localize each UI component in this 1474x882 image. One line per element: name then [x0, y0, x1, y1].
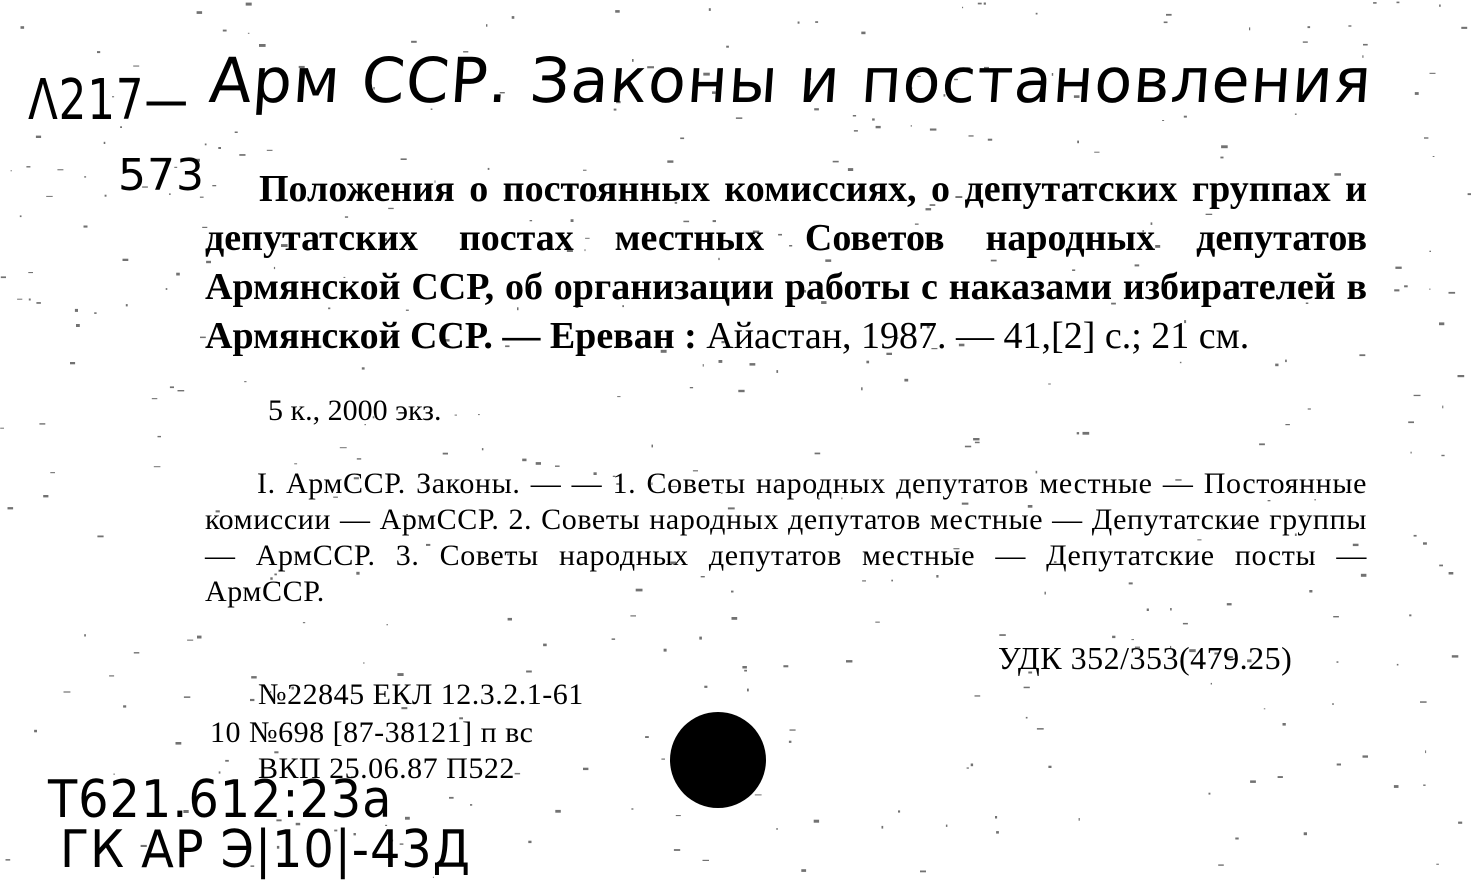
tech-line-2: 10 №698 [87-38121] п вс: [210, 716, 534, 749]
title-text: Положения о постоянных комиссиях, о депутатских группах и депутатских постах местных Советов народных депутатов Армянской ССР, об организации работы с наказами избирателей в Армянской ССР. — Ереван :: [205, 168, 1367, 357]
handwritten-shelf-mark-2: ГК АР Э|10|-43Д: [60, 820, 471, 880]
handwritten-heading: Арм ССР. Законы и постановления: [206, 44, 1375, 117]
subject-text: I. АрмССР. Законы. — — 1. Советы народных депутатов местные — Постоянные комиссии — АрмССР. 2. Советы народных депутатов местные — Депутатские группы — АрмССР. 3. Советы народных депутатов местные — Депутатские посты — АрмССР.: [205, 467, 1367, 608]
handwritten-shelf-mark-1: Т621.612:23а: [48, 770, 393, 830]
punch-hole: [670, 712, 766, 808]
subject-headings: [205, 466, 1367, 610]
print-run: 5 к., 2000 экз.: [268, 394, 442, 427]
handwritten-call-code: Λ217—: [28, 68, 189, 133]
imprint-text: Айастан, 1987. — 41,[2] с.; 21 см.: [706, 315, 1250, 357]
handwritten-sub-number: 573: [118, 150, 205, 201]
bibliographic-title: [205, 165, 1367, 361]
tech-line-1: №22845 ЕКЛ 12.3.2.1-61: [258, 678, 584, 711]
udc-classification: УДК 352/353(479.25): [998, 640, 1293, 676]
tech-line-3: ВКП 25.06.87 П522: [258, 752, 515, 785]
